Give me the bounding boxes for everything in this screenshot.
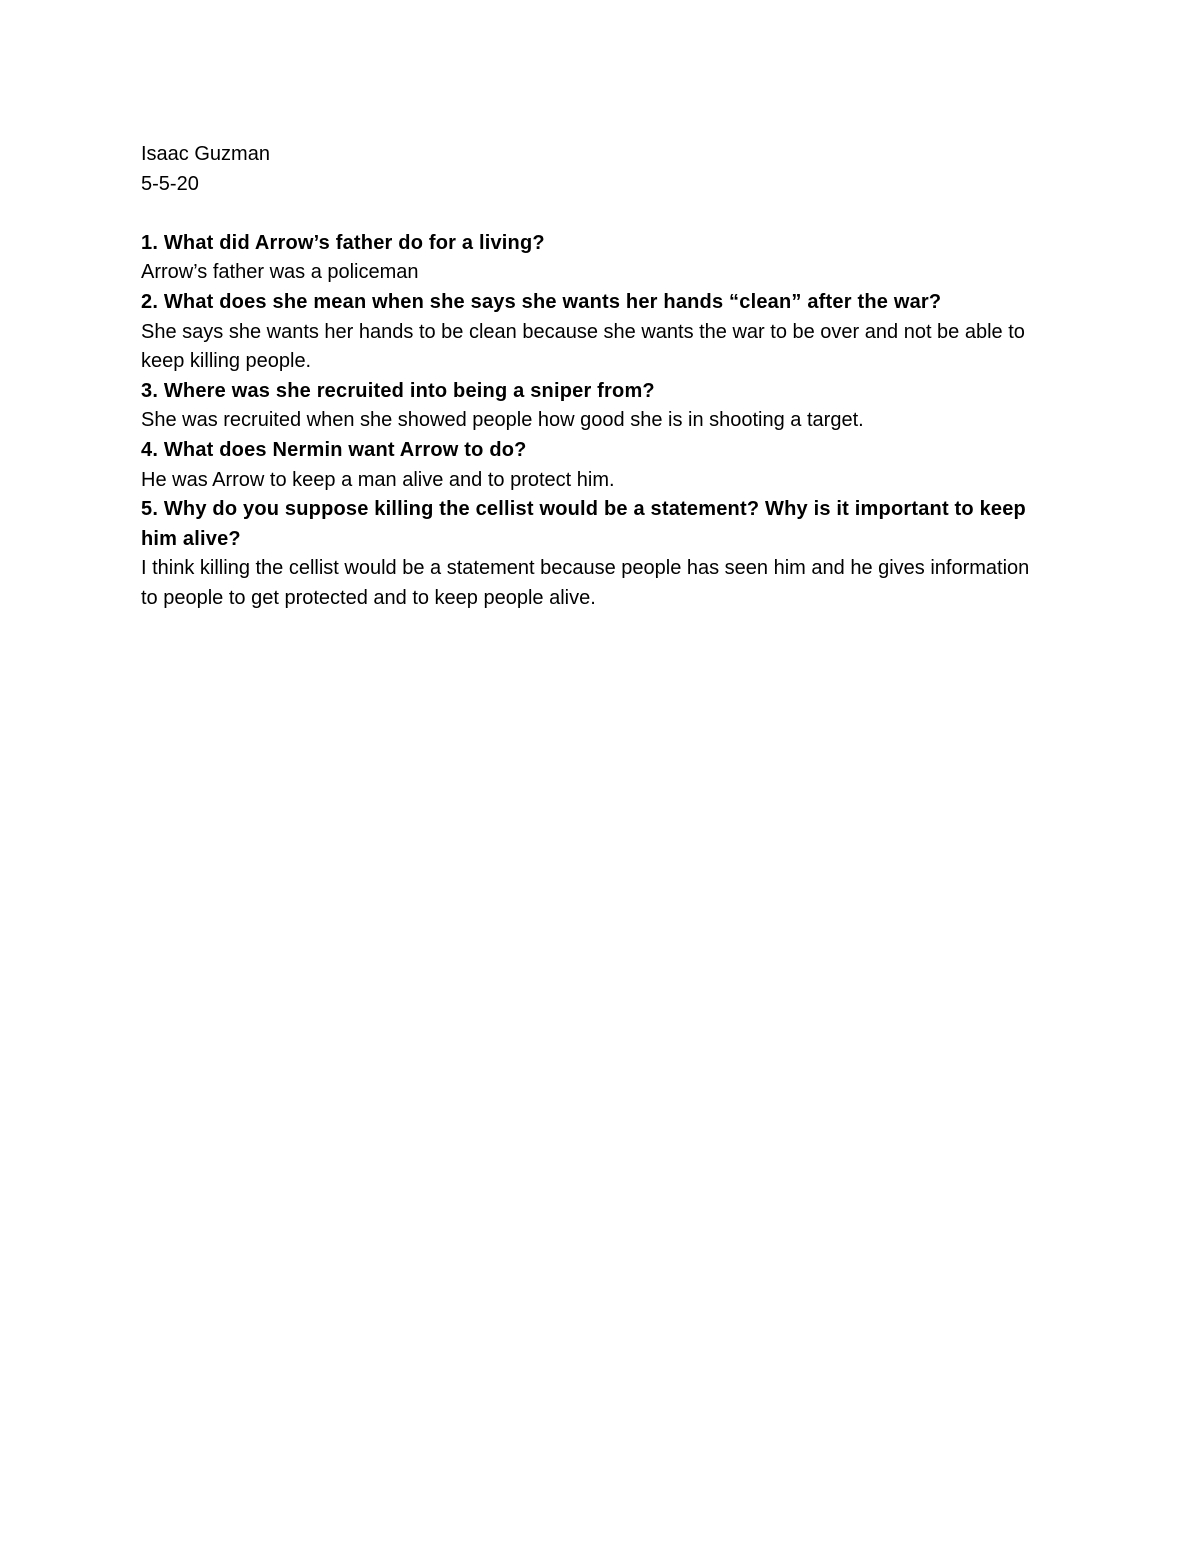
answer-5: I think killing the cellist would be a statement because people has seen him and he gives information to people to get protected and to keep people alive. — [141, 557, 1030, 609]
document-body — [141, 140, 1041, 614]
answer-2: She says she wants her hands to be clean because she wants the war to be over and not be able to keep killing people. — [141, 320, 1025, 373]
author-name: Isaac Guzman — [141, 143, 270, 165]
answer-1: Arrow’s father was a policeman — [141, 261, 419, 284]
question-4: 4. What does Nermin want Arrow to do? — [141, 438, 527, 461]
question-1: 1. What did Arrow’s father do for a living? — [141, 231, 545, 254]
answer-3: She was recruited when she showed people how good she is in shooting a target. — [141, 409, 864, 432]
question-5: 5. Why do you suppose killing the cellist would be a statement? Why is it important to keep him alive? — [141, 498, 1026, 550]
document-date: 5-5-20 — [141, 172, 199, 195]
question-3: 3. Where was she recruited into being a sniper from? — [141, 379, 655, 402]
blank-line — [141, 199, 1041, 229]
question-2: 2. What does she mean when she says she wants her hands “clean” after the war? — [141, 290, 942, 313]
answer-4: He was Arrow to keep a man alive and to protect him. — [141, 468, 615, 491]
